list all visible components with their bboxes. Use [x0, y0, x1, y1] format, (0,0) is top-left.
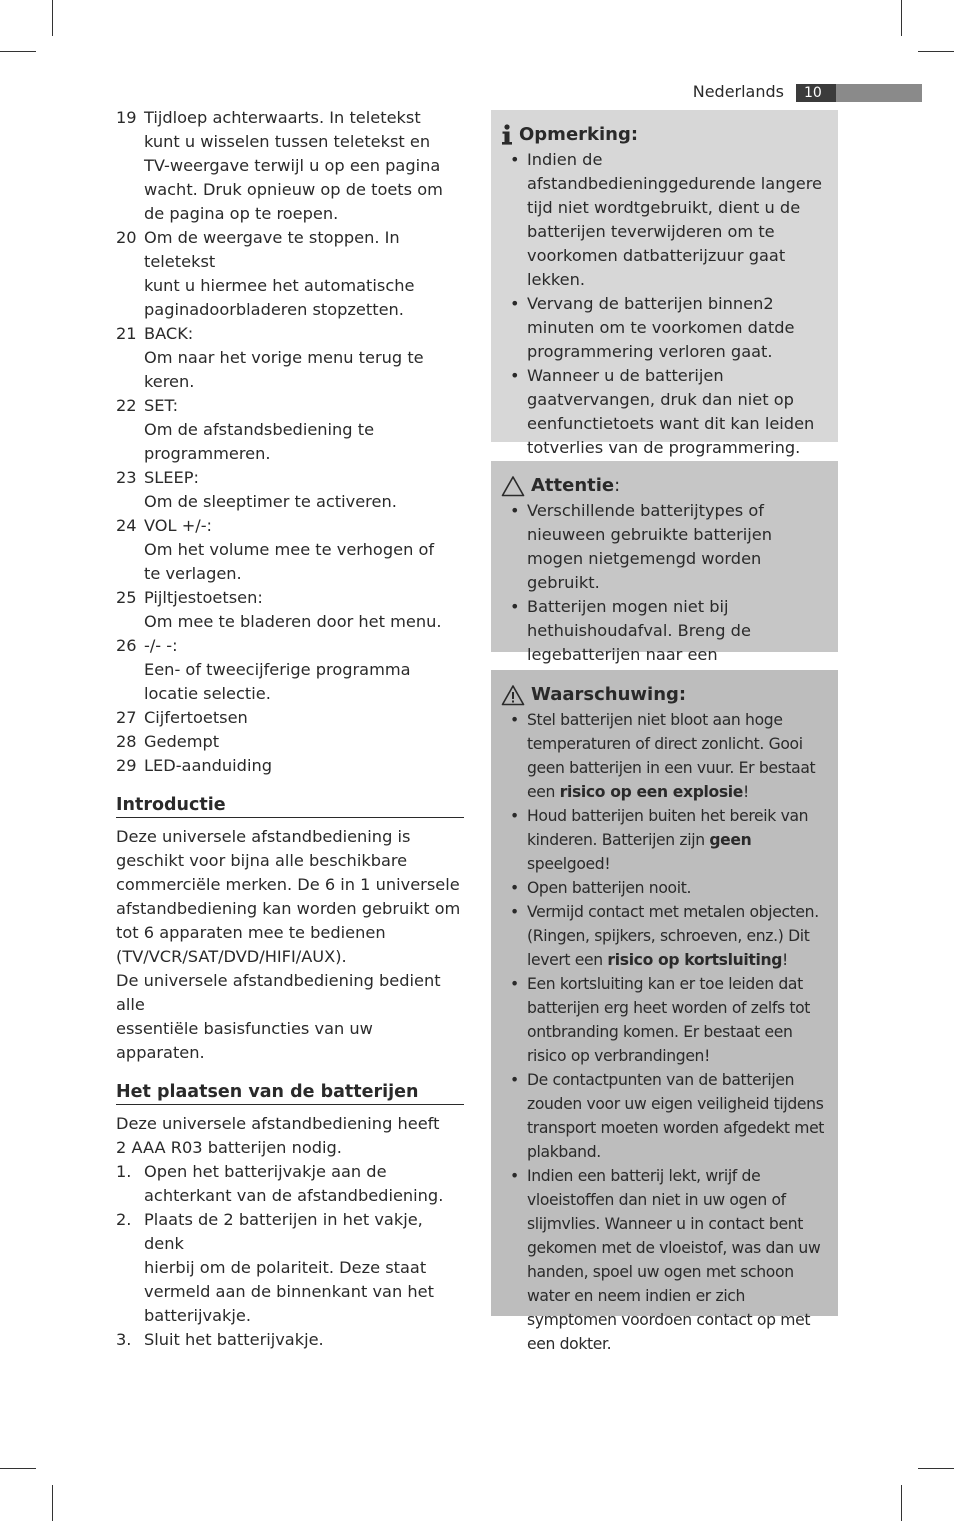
list-item — [116, 226, 464, 322]
warning-title-text: Waarschuwing: — [531, 684, 687, 705]
caution-item-line: en gebruikte batterijen mogen niet — [527, 525, 773, 568]
note-item: • Indien de afstandbedieninggedurende langere tijd niet wordtgebruikt, dient u de batterijen teverwijderen om te voorkomen datbatterijzuur gaat lekken. — [510, 150, 822, 289]
step-line: Plaats de 2 batterijen in het vakje, denk — [144, 1210, 423, 1253]
crop-mark — [0, 1468, 36, 1469]
list-item-text — [144, 322, 464, 394]
caution-box — [491, 461, 838, 664]
list-item-number: 24 — [116, 516, 137, 535]
list-item — [116, 466, 464, 514]
warning-list — [501, 708, 828, 1356]
list-item-line: locatie selectie. — [144, 684, 271, 703]
list-item-line: Om mee te bladeren door het menu. — [144, 612, 442, 631]
crop-mark — [918, 1468, 954, 1469]
warning-item: • Houd batterijen buiten het bereik van kinderen. Batterijen zijn geen speelgoed! — [510, 807, 809, 873]
warning-line: water en neem indien er zich symptomen — [527, 1287, 746, 1329]
list-item-line: de pagina op te roepen. — [144, 204, 339, 223]
list-item — [116, 706, 464, 730]
caution-item-line: gemengd worden gebruikt. — [527, 549, 762, 592]
list-item — [116, 754, 464, 778]
step-line: achterkant van de afstandbediening. — [144, 1186, 444, 1205]
section-title-batterijen: Het plaatsen van de batterijen — [116, 1081, 464, 1105]
caution-item-line: Batterijen mogen niet bij het — [527, 597, 729, 640]
list-item — [116, 634, 464, 706]
note-item-line: functietoets want dit kan leiden tot — [527, 414, 815, 457]
note-item-line: batterijzuur gaat lekken. — [527, 246, 786, 289]
step-line: hierbij om de polariteit. Deze staat — [144, 1258, 427, 1277]
list-item-line: Om de afstandsbediening te — [144, 420, 375, 439]
paragraph-line: (TV/VCR/SAT/DVD/HIFI/AUX). — [116, 947, 347, 966]
numbered-list — [116, 106, 464, 778]
note-list — [501, 148, 828, 460]
list-item — [116, 514, 464, 586]
warning-line: op verbrandingen! — [570, 1047, 710, 1065]
step-text — [144, 1328, 464, 1352]
list-item — [116, 394, 464, 466]
note-item-line: verwijderen om te voorkomen dat — [527, 222, 775, 265]
warning-line: (Ringen, spijkers, schroeven, enz.) Dit — [527, 927, 810, 945]
paragraph-line: geschikt voor bijna alle beschikbare — [116, 851, 408, 870]
paragraph-line: Deze universele afstandbediening is — [116, 827, 411, 846]
list-item-line: Gedempt — [144, 732, 220, 751]
list-item-line: Pijltjestoetsen: — [144, 588, 263, 607]
list-item — [116, 586, 464, 634]
caution-item: • Batterijen mogen niet bij hethuishoudafval. Breng de legebatterijen naar een — [501, 595, 828, 691]
caution-item-line: batterijen naar een — [561, 645, 718, 664]
warning-line — [527, 951, 788, 969]
step-number: 1. — [116, 1162, 132, 1181]
note-box — [491, 110, 838, 457]
caution-item: • Verschillende batterijtypes of nieuween gebruikte batterijen mogen nietgemengd worden gebruikt. — [510, 501, 773, 592]
warning-line: transport moeten worden afgedekt met — [527, 1119, 825, 1137]
list-item-line: kunt u hiermee het automatische — [144, 276, 415, 295]
warning-title — [501, 682, 828, 708]
list-item-text — [144, 634, 464, 706]
caution-triangle-icon — [501, 475, 525, 497]
paragraph-line: Deze universele afstandbediening heeft — [116, 1114, 440, 1133]
list-item-text — [144, 754, 464, 778]
warning-item: • Indien een batterij lekt, wrijf de vloeistoffen dan niet in uw ogen of slijmvlies. Wanneer u in contact bent gekomen met de vloeistof, was dan uw handen, spoel uw ogen met schoon water en neem indien er zich symptomen voordoen contact op met een dokter. — [510, 1167, 821, 1353]
warning-line: voordoen contact op met een dokter. — [527, 1311, 811, 1353]
crop-mark — [901, 0, 902, 36]
warning-text: kinderen. Batterijen zijn — [527, 831, 710, 849]
list-item-line: keren. — [144, 372, 195, 391]
warning-item: • Open batterijen nooit. — [510, 879, 692, 897]
list-item-line: Om naar het vorige menu terug te — [144, 348, 424, 367]
note-item: • Vervang de batterijen binnen2 minuten om te voorkomen datde programmering verloren gaat. — [510, 294, 795, 361]
list-item-line: wacht. Druk opnieuw op de toets om — [144, 180, 443, 199]
note-title — [501, 122, 828, 148]
note-item-line: Vervang de batterijen binnen — [527, 294, 764, 313]
note-item-line: gedurende langere tijd niet wordt — [527, 174, 822, 217]
list-item-line: Om het volume mee te verhogen of — [144, 540, 435, 559]
warning-line: slijmvlies. Wanneer u in contact bent — [527, 1215, 803, 1233]
warning-exclamation-icon — [501, 684, 525, 706]
warning-emphasis: risico op kortsluiting — [607, 951, 783, 969]
warning-text: levert een — [527, 951, 608, 969]
warning-line: gekomen met de vloeistof, was dan uw — [527, 1239, 821, 1257]
warning-line: De contactpunten van de batterijen — [527, 1071, 795, 1089]
warning-text: speelgoed! — [527, 855, 611, 873]
list-item-line: SLEEP: — [144, 468, 199, 487]
list-item-line: Cijfertoetsen — [144, 708, 248, 727]
list-item — [116, 730, 464, 754]
caution-title — [501, 473, 828, 499]
crop-mark — [52, 0, 53, 36]
warning-line: temperaturen of direct zonlicht. Gooi — [527, 735, 803, 753]
note-item-line: de programmering verloren gaat. — [527, 318, 795, 361]
list-item-number: 27 — [116, 708, 137, 727]
warning-emphasis: risico op een explosie — [559, 783, 744, 801]
list-item-line: te verlagen. — [144, 564, 242, 583]
list-item-line: Om de sleeptimer te activeren. — [144, 492, 397, 511]
paragraph-line: 2 AAA R03 batterijen nodig. — [116, 1138, 342, 1157]
caution-item-line: huishoudafval. Breng de lege — [527, 621, 751, 664]
note-item-line: 2 minuten om te voorkomen dat — [527, 294, 775, 337]
batterijen-steps — [116, 1160, 464, 1352]
warning-line: Vermijd contact met metalen objecten. — [527, 903, 819, 921]
section-title-introductie: Introductie — [116, 794, 464, 818]
warning-line: Indien een batterij lekt, wrijf de — [527, 1167, 761, 1185]
warning-line: ontbranding komen. Er bestaat een risico — [527, 1023, 793, 1065]
page-header — [660, 80, 922, 104]
step-number: 2. — [116, 1210, 132, 1229]
list-item-number: 26 — [116, 636, 137, 655]
list-item-text — [144, 730, 464, 754]
page-number: 10 — [796, 84, 836, 102]
step-text — [144, 1208, 464, 1328]
warning-item: • De contactpunten van de batterijen zouden voor uw eigen veiligheid tijdens transport moeten worden afgedekt met plakband. — [510, 1071, 825, 1161]
list-item-number: 22 — [116, 396, 137, 415]
list-item-line: programmeren. — [144, 444, 271, 463]
crop-mark — [52, 1485, 53, 1521]
list-item-line: paginadoorbladeren stopzetten. — [144, 300, 404, 319]
list-item-line: VOL +/-: — [144, 516, 213, 535]
caution-title-suffix: : — [614, 475, 621, 496]
list-item-line: Tijdloep achterwaarts. In teletekst — [144, 108, 421, 127]
warning-line — [527, 783, 749, 801]
warning-line — [527, 831, 751, 873]
paragraph-line: commerciële merken. De 6 in 1 universele — [116, 875, 460, 894]
warning-line: zouden voor uw eigen veiligheid tijdens — [527, 1095, 824, 1113]
warning-line: Open batterijen nooit. — [527, 879, 692, 897]
warning-line: handen, spoel uw ogen met schoon — [527, 1263, 794, 1281]
introductie-text — [116, 825, 464, 1065]
warning-item: • Een kortsluiting kan er toe leiden dat batterijen erg heet worden of zelfs tot ontbranding komen. Er bestaat een risico op verbrandingen! — [510, 975, 811, 1065]
list-item-line: Een- of tweecijferige programma — [144, 660, 411, 679]
list-item-number: 21 — [116, 324, 137, 343]
step-number: 3. — [116, 1330, 132, 1349]
warning-emphasis: geen — [709, 831, 752, 849]
list-item-line: BACK: — [144, 324, 194, 343]
step-line: Sluit het batterijvakje. — [144, 1330, 324, 1349]
list-item-line: LED-aanduiding — [144, 756, 272, 775]
crop-mark — [0, 51, 36, 52]
list-item-text — [144, 586, 464, 634]
note-item-line: verlies van de programmering. — [549, 438, 801, 457]
list-item-number: 29 — [116, 756, 137, 775]
warning-box — [491, 670, 838, 1353]
crop-mark — [901, 1485, 902, 1521]
step-item — [116, 1208, 464, 1328]
paragraph-line: essentiële basisfuncties van uw apparaten. — [116, 1019, 373, 1062]
list-item-text — [144, 514, 464, 586]
note-item-line: Indien de afstandbediening — [527, 150, 669, 193]
caution-list — [501, 499, 828, 691]
list-item — [116, 322, 464, 394]
step-line: Open het batterijvakje aan de — [144, 1162, 387, 1181]
list-item-text — [144, 106, 464, 226]
list-item-line: -/- -: — [144, 636, 178, 655]
warning-line: batterijen erg heet worden of zelfs tot — [527, 999, 811, 1017]
info-icon — [501, 124, 513, 146]
left-column — [116, 106, 464, 1352]
list-item-number: 23 — [116, 468, 137, 487]
list-item-line: SET: — [144, 396, 179, 415]
step-line: batterijvakje. — [144, 1306, 251, 1325]
note-item-line: gebruikt, dient u de batterijen te — [527, 198, 801, 241]
list-item-text — [144, 226, 464, 322]
paragraph-line: De universele afstandbediening bedient alle — [116, 971, 441, 1014]
warning-item: • Vermijd contact met metalen objecten. (Ringen, spijkers, schroeven, enz.) Dit levert een risico op kortsluiting! — [510, 903, 819, 969]
paragraph-line: afstandbediening kan worden gebruikt om — [116, 899, 461, 918]
warning-item: • Stel batterijen niet bloot aan hoge temperaturen of direct zonlicht. Gooi geen batterijen in een vuur. Er bestaat een risico op een explosie! — [510, 711, 816, 801]
list-item-number: 20 — [116, 228, 137, 247]
caution-title-text: Attentie — [531, 475, 615, 496]
warning-line: Houd batterijen buiten het bereik van — [527, 807, 809, 825]
warning-line: plakband. — [527, 1143, 601, 1161]
list-item-text — [144, 706, 464, 730]
caution-item-line: Verschillende batterijtypes of nieuwe — [527, 501, 764, 544]
warning-text: een — [527, 783, 560, 801]
paragraph-line: tot 6 apparaten mee te bedienen — [116, 923, 386, 942]
step-text — [144, 1160, 464, 1208]
list-item-text — [144, 466, 464, 514]
list-item-line: TV-weergave terwijl u op een pagina — [144, 156, 441, 175]
list-item — [116, 106, 464, 226]
warning-text: ! — [743, 783, 749, 801]
list-item-line: Om de weergave te stoppen. In teletekst — [144, 228, 400, 271]
warning-line: vloeistoffen dan niet in uw ogen of — [527, 1191, 786, 1209]
step-item — [116, 1160, 464, 1208]
crop-mark — [918, 51, 954, 52]
note-item-line: vervangen, druk dan niet op een — [527, 390, 794, 433]
warning-line: geen batterijen in een vuur. Er bestaat — [527, 759, 816, 777]
warning-text: ! — [782, 951, 788, 969]
list-item-number: 28 — [116, 732, 137, 751]
header-bar — [836, 84, 922, 102]
list-item-line: kunt u wisselen tussen teletekst en — [144, 132, 431, 151]
list-item-number: 25 — [116, 588, 137, 607]
warning-line: Een kortsluiting kan er toe leiden dat — [527, 975, 803, 993]
list-item-text — [144, 394, 464, 466]
step-item — [116, 1328, 464, 1352]
list-item-number: 19 — [116, 108, 137, 127]
warning-line: Stel batterijen niet bloot aan hoge — [527, 711, 783, 729]
language-label: Nederlands — [692, 82, 784, 101]
note-item-line: Wanneer u de batterijen gaat — [527, 366, 724, 409]
step-line: vermeld aan de binnenkant van het — [144, 1282, 434, 1301]
batterijen-intro — [116, 1112, 464, 1160]
note-title-text: Opmerking: — [519, 124, 639, 145]
note-item: • Wanneer u de batterijen gaatvervangen, druk dan niet op eenfunctietoets want dit kan leiden totverlies van de programmering. — [510, 366, 815, 457]
